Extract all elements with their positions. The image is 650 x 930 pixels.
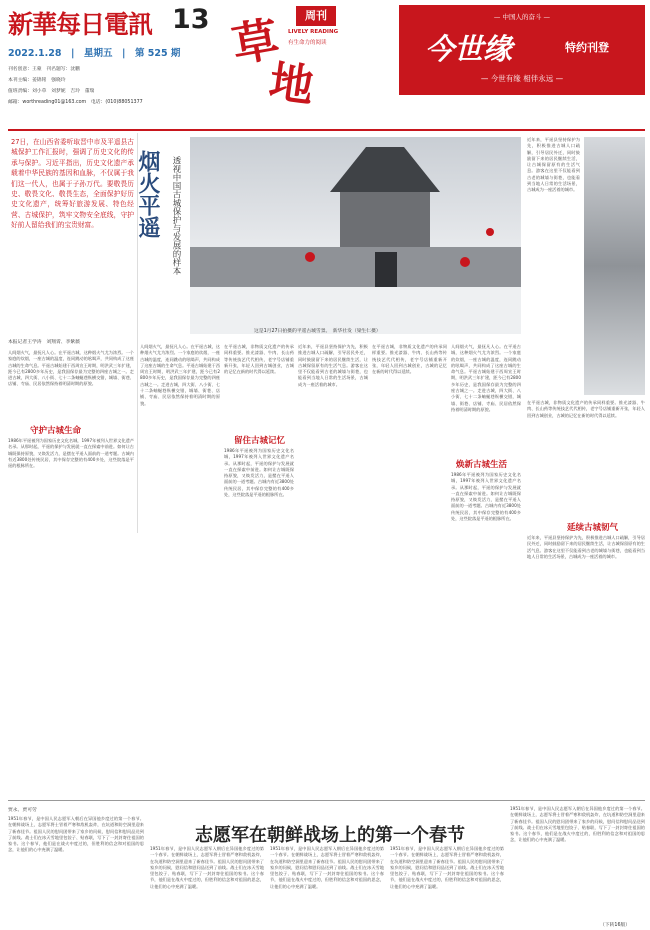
weekly-badge: 周刊 (296, 6, 336, 26)
article2-text-2: 1951年春节，是中国人民志愿军入朝后在异国他乡度过的第一个春节。在朝鲜战场上，志愿军将士冒着严寒和敌机轰炸，在坑道和防空洞里迎来了新春佳节。祖国人民的慰问团带来了家乡的问候，慰问信和慰问品送到了前线。战士们在冰天雪地里包饺子、贴春联，写下了一封封寄往祖国的家书。这个春节，他们是在战火中度过的，但胜利的信念和对祖国的思念，让他们的心中充满了温暖。 (150, 846, 264, 889)
page-number: 13 (172, 4, 210, 35)
body-text-4: 人间烟火气，最抚凡人心。在平遥古城，这种烟火气尤为浓烈。一个家庭的炊烟，一座古城的温度，连同跳动的吆喝声，共同构成了这座古城的生命气息。平遥古城始建于西周宣王时期，明洪武三年扩建，距今已有2800多年历史，是我国保存最为完整的四座古城之一。走进古城，四大街、八小街、七十二条蚰蜒巷纵横交错，城墙、街巷、店铺、寺庙、民居依然保持着明清时期的原貌。 (140, 344, 220, 406)
article2-text-1: 1951年春节，是中国人民志愿军入朝后在异国他乡度过的第一个春节。在朝鲜战场上，志愿军将士冒着严寒和敌机轰炸，在坑道和防空洞里迎来了新春佳节。祖国人民的慰问团带来了家乡的问候，慰问信和慰问品送到了前线。战士们在冰天雪地里包饺子、贴春联，写下了一封封寄往祖国的家书。这个春节，他们是在战火中度过的，但胜利的信念和对祖国的思念，让他们的心中充满了温暖。 (8, 816, 144, 853)
section-heading-2: 留住古城记忆 (234, 436, 286, 446)
grass-logo-char: 草 (228, 11, 283, 73)
feature-photo (190, 137, 521, 334)
body-text-12: 近年来，平遥县坚持保护为先，积极推进古城人口疏解，引导居民外迁，同时鼓励留下来的居民继续生活，让古城保留原有的生活气息。游客在这里不仅能看到古老的城墙与街巷，也能看到当地人日常的生活场景，古城成为一座活着的城市。 (527, 535, 645, 559)
issue-weekday: 星期五 (83, 48, 113, 59)
feature-subtitle: 透视中国古城保护与发展的样本 (171, 156, 181, 275)
body-text-2: 1986年平遥被列为国家历史文化名城，1997年被列入世界文化遗产名录。从那时起，平遥的保护与发展就一直在探索中前进。如何让古城既保持原貌，又焕发活力，是摆在平遥人面前的一道考题。古城内有近3800处传统民居，其中保存完整的有400多处，这些院落是平遥的根脉所在。 (8, 438, 134, 469)
credit-title-design: 刊名创意：王蒙 刊名题写：沈鹏 (8, 67, 80, 72)
body-text-3: 近年来，平遥县坚持保护为先，积极推进古城人口疏解，引导居民外迁，同时鼓励留下来的居民继续生活，让古城保留原有的生活气息。游客在这里不仅能看到古老的城墙与街巷，也能看到当地人日常的生活场景，古城成为一座活着的城市。 (527, 137, 580, 193)
body-text-7: 近年来，平遥县坚持保护为先，积极推进古城人口疏解，引导居民外迁，同时鼓励留下来的居民继续生活，让古城保留原有的生活气息。游客在这里不仅能看到古老的城墙与街巷，也能看到当地人日常的生活场景，古城成为一座活着的城市。 (298, 344, 368, 387)
newspaper-title: 新華每日電訊 (8, 10, 153, 39)
article-divider (8, 800, 645, 801)
banner-tagline: — 中国人的奋斗 — (493, 13, 551, 21)
body-text-10: 1986年平遥被列为国家历史文化名城，1997年被列入世界文化遗产名录。从那时起，平遥的保护与发展就一直在探索中前进。如何让古城既保持原貌，又焕发活力，是摆在平遥人面前的一道考题。古城内有近3800处传统民居，其中保存完整的有400多处，这些院落是平遥的根脉所在。 (451, 472, 521, 522)
banner-brand: 今世缘 (425, 32, 513, 66)
body-text-9: 人间烟火气，最抚凡人心。在平遥古城，这种烟火气尤为浓烈。一个家庭的炊烟，一座古城的温度，连同跳动的吆喝声，共同构成了这座古城的生命气息。平遥古城始建于西周宣王时期，明洪武三年扩建，距今已有2800多年历史，是我国保存最为完整的四座古城之一。走进古城，四大街、八小街、七十二条蚰蜒巷纵横交错，城墙、街巷、店铺、寺庙、民居依然保持着明清时期的原貌。 (451, 344, 521, 412)
masthead-divider (8, 129, 645, 131)
ground-logo-char: 地 (266, 56, 317, 113)
masthead-credits (8, 64, 223, 108)
weekly-english: LIVELY READING (288, 29, 339, 35)
article2-text-5: 1951年春节，是中国人民志愿军入朝后在异国他乡度过的第一个春节。在朝鲜战场上，志愿军将士冒着严寒和敌机轰炸，在坑道和防空洞里迎来了新春佳节。祖国人民的慰问团带来了家乡的问候，慰问信和慰问品送到了前线。战士们在冰天雪地里包饺子、贴春联，写下了一封封寄往祖国的家书。这个春节，他们是在战火中度过的，但胜利的信念和对祖国的思念，让他们的心中充满了温暖。 (510, 806, 645, 843)
ancient-tower-illustration (190, 137, 521, 334)
article2-byline: 贾永、贾可劳 (8, 808, 37, 813)
body-text-6: 1986年平遥被列为国家历史文化名城，1997年被列入世界文化遗产名录。从那时起，平遥的保护与发展就一直在探索中前进。如何让古城既保持原貌，又焕发活力，是摆在平遥人面前的一道考题。古城内有近3800处传统民居，其中保存完整的有400多处，这些院落是平遥的根脉所在。 (224, 448, 294, 498)
issue-date-line: 2022.1.28 | 星期五 | 第 525 期 (8, 48, 181, 59)
banner-special: 特约刊登 (565, 41, 609, 54)
continued-note: （下转16版） (600, 923, 631, 928)
photo-caption: 这是1月27日拍摄的平遥古城雪景。 新华社发（梁生仁摄） (254, 329, 381, 334)
article2-text-3: 1951年春节，是中国人民志愿军入朝后在异国他乡度过的第一个春节。在朝鲜战场上，志愿军将士冒着严寒和敌机轰炸，在坑道和防空洞里迎来了新春佳节。祖国人民的慰问团带来了家乡的问候，慰问信和慰问品送到了前线。战士们在冰天雪地里包饺子、贴春联，写下了一封封寄往祖国的家书。这个春节，他们是在战火中度过的，但胜利的信念和对祖国的思念，让他们的心中充满了温暖。 (270, 846, 384, 889)
banner-slogan: — 今世有缘 相伴永远 — (480, 74, 564, 83)
feature-byline: 本报记者王学涛 刘翔霄、李紫薇 (8, 340, 80, 345)
body-text-1: 人间烟火气，最抚凡人心。在平遥古城，这种烟火气尤为浓烈。一个家庭的炊烟，一座古城的温度，连同跳动的吆喝声，共同构成了这座古城的生命气息。平遥古城始建于西周宣王时期，明洪武三年扩建，距今已有2800多年历史，是我国保存最为完整的四座古城之一。走进古城，四大街、八小街、七十二条蚰蜒巷纵横交错，城墙、街巷、店铺、寺庙、民居依然保持着明清时期的原貌。 (8, 350, 134, 387)
body-text-8: 在平遥古城，非物质文化遗产的传承同样重要。推光漆器、牛肉、长山药等传统技艺代代相传，老字号店铺重新开张，年轻人回到古城创业，古城的记忆在新的时代得以延续。 (372, 344, 447, 375)
issue-number: 第 525 期 (134, 48, 181, 59)
issue-date: 2022.1.28 (8, 48, 62, 59)
credit-duty-editors: 值班责编：刘小草 刘梦妮 吉玲 董瑞 (8, 89, 95, 94)
side-photo (584, 137, 645, 395)
body-text-5: 在平遥古城，非物质文化遗产的传承同样重要。推光漆器、牛肉、长山药等传统技艺代代相传，老字号店铺重新开张，年轻人回到古城创业，古城的记忆在新的时代得以延续。 (224, 344, 294, 375)
sponsor-banner (399, 5, 645, 95)
feature-headline: 烟火平遥 (135, 150, 161, 238)
section-heading-3: 焕新古城生活 (456, 460, 508, 470)
lead-paragraph: 27日，在山西省委听取晋中市及平遥县古城保护工作汇报时，强调了历史文化的传承与保护。习近平指出，历史文化遗产承载着中华民族的基因和血脉，不仅属于我们这一代人，也属于子孙万代。要敬畏历史、敬畏文化、敬畏生态，全面保护好历史文化遗产，统筹好旅游发展、特色经营、古城保护，筑牢文物安全底线，守护好前人留给我们的宝贵财富。 (11, 138, 134, 230)
body-text-11: 在平遥古城，非物质文化遗产的传承同样重要。推光漆器、牛肉、长山药等传统技艺代代相传，老字号店铺重新开张，年轻人回到古城创业，古城的记忆在新的时代得以延续。 (527, 400, 645, 418)
section-heading-1: 守护古城生命 (30, 426, 82, 436)
credit-contact: 邮箱：worthreading01@163.com 电话：(010)88051377 (8, 100, 143, 105)
weekly-slogan: 有生命力的阅读 (288, 40, 327, 46)
credit-chief-editors: 本刊主编：姜锦铭 强晓玲 (8, 78, 66, 83)
article2-text-4: 1951年春节，是中国人民志愿军入朝后在异国他乡度过的第一个春节。在朝鲜战场上，志愿军将士冒着严寒和敌机轰炸，在坑道和防空洞里迎来了新春佳节。祖国人民的慰问团带来了家乡的问候，慰问信和慰问品送到了前线。战士们在冰天雪地里包饺子、贴春联，写下了一封封寄往祖国的家书。这个春节，他们是在战火中度过的，但胜利的信念和对祖国的思念，让他们的心中充满了温暖。 (390, 846, 504, 889)
section-heading-4: 延续古城韧气 (567, 523, 619, 533)
article2-headline: 志愿军在朝鲜战场上的第一个春节 (195, 825, 465, 846)
